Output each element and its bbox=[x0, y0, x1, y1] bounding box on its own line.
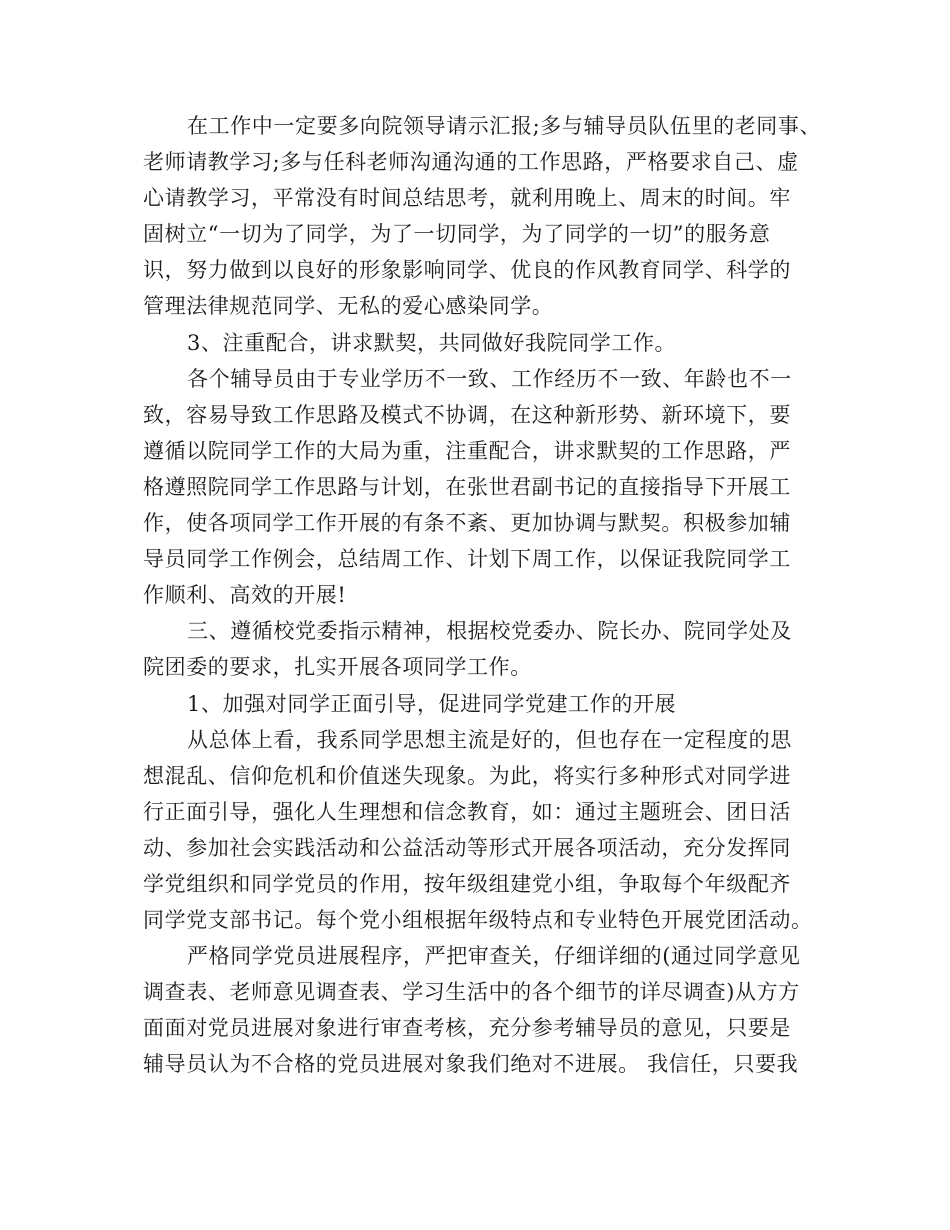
text-line: 固树立“一切为了同学，为了一切同学，为了同学的一切”的服务意 bbox=[143, 222, 771, 247]
text-line: 面面对党员进展对象进行审查考核，充分参考辅导员的意见，只要是 bbox=[143, 1016, 791, 1041]
text-line: 在工作中一定要多向院领导请示汇报;多与辅导员队伍里的老同事、 bbox=[187, 114, 822, 138]
text-line: 想混乱、信仰危机和价值迷失现象。为此，将实行多种形式对同学进 bbox=[143, 763, 791, 788]
text-line: 学党组织和同学党员的作用，按年级组建党小组，争取每个年级配齐 bbox=[143, 871, 791, 896]
text-line: 动、参加社会实践活动和公益活动等形式开展各项活动，充分发挥同 bbox=[143, 835, 791, 860]
text-line: 从总体上看，我系同学思想主流是好的，但也存在一定程度的思 bbox=[187, 727, 792, 752]
text-line: 1、加强对同学正面引导，促进同学党建工作的开展 bbox=[187, 691, 677, 716]
text-line: 各个辅导员由于专业学历不一致、工作经历不一致、年龄也不一 bbox=[187, 366, 792, 391]
text-line: 遵循以院同学工作的大局为重，注重配合，讲求默契的工作思路，严 bbox=[143, 438, 791, 463]
text-line: 行正面引导，强化人生理想和信念教育，如：通过主题班会、团日活 bbox=[143, 799, 791, 824]
text-line: 老师请教学习;多与任科老师沟通沟通的工作思路，严格要求自己、虚 bbox=[143, 150, 799, 175]
text-line: 格遵照院同学工作思路与计划，在张世君副书记的直接指导下开展工 bbox=[143, 474, 791, 499]
text-line: 识，努力做到以良好的形象影响同学、优良的作风教育同学、科学的 bbox=[143, 258, 791, 283]
text-line: 调查表、老师意见调查表、学习生活中的各个细节的详尽调查)从方方 bbox=[143, 980, 800, 1005]
text-line: 三、遵循校党委指示精神，根据校党委办、院长办、院同学处及 bbox=[187, 619, 792, 644]
text-line: 辅导员认为不合格的党员进展对象我们绝对不进展。 我信任，只要我 bbox=[143, 1052, 799, 1077]
text-line: 院团委的要求，扎实开展各项同学工作。 bbox=[143, 655, 532, 680]
text-line: 同学党支部书记。每个党小组根据年级特点和专业特色开展党团活动。 bbox=[143, 908, 813, 933]
text-line: 作顺利、高效的开展! bbox=[143, 583, 347, 608]
text-line: 严格同学党员进展程序，严把审查关，仔细详细的(通过同学意见 bbox=[187, 944, 801, 969]
text-line: 管理法律规范同学、无私的爱心感染同学。 bbox=[143, 294, 554, 319]
text-line: 3、注重配合，讲求默契，共同做好我院同学工作。 bbox=[187, 330, 677, 355]
text-line: 导员同学工作例会，总结周工作、计划下周工作，以保证我院同学工 bbox=[143, 547, 791, 572]
document-body bbox=[143, 108, 822, 1083]
text-line: 心请教学习，平常没有时间总结思考，就利用晚上、周末的时间。牢 bbox=[143, 186, 791, 211]
text-line: 致，容易导致工作思路及模式不协调，在这种新形势、新环境下，要 bbox=[143, 402, 791, 427]
text-line: 作，使各项同学工作开展的有条不紊、更加协调与默契。积极参加辅 bbox=[143, 511, 791, 536]
